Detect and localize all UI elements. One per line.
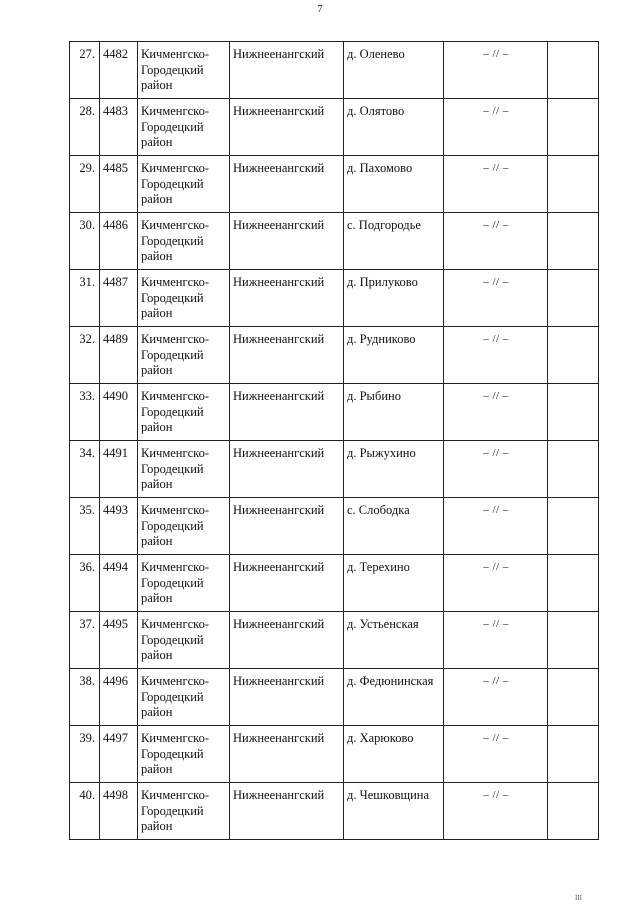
code-cell: 4489 (100, 327, 138, 384)
settlement-cell: Нижнеенангский (230, 726, 344, 783)
empty-cell (548, 42, 599, 99)
table-row (70, 156, 599, 213)
settlement-cell: Нижнеенангский (230, 783, 344, 840)
settlement-cell: Нижнеенангский (230, 270, 344, 327)
row-number-cell: 33. (70, 384, 100, 441)
code-cell: 4496 (100, 669, 138, 726)
code-cell: 4483 (100, 99, 138, 156)
locality-cell: д. Федюнинская (344, 669, 444, 726)
district-cell: Кичменгско-Городецкий район (138, 612, 230, 669)
row-number-cell: 38. (70, 669, 100, 726)
table-row (70, 612, 599, 669)
district-cell: Кичменгско-Городецкий район (138, 555, 230, 612)
settlement-cell: Нижнеенангский (230, 99, 344, 156)
table-row (70, 726, 599, 783)
settlement-cell: Нижнеенангский (230, 384, 344, 441)
ditto-mark-cell: – // – (444, 612, 548, 669)
ditto-mark-cell: – // – (444, 384, 548, 441)
district-cell: Кичменгско-Городецкий район (138, 384, 230, 441)
row-number-cell: 31. (70, 270, 100, 327)
district-cell: Кичменгско-Городецкий район (138, 42, 230, 99)
code-cell: 4491 (100, 441, 138, 498)
empty-cell (548, 669, 599, 726)
code-cell: 4482 (100, 42, 138, 99)
empty-cell (548, 441, 599, 498)
district-cell: Кичменгско-Городецкий район (138, 726, 230, 783)
code-cell: 4490 (100, 384, 138, 441)
ditto-mark-cell: – // – (444, 213, 548, 270)
locality-cell: д. Терехино (344, 555, 444, 612)
district-cell: Кичменгско-Городецкий район (138, 99, 230, 156)
ditto-mark-cell: – // – (444, 327, 548, 384)
row-number-cell: 35. (70, 498, 100, 555)
ditto-mark-cell: – // – (444, 441, 548, 498)
ditto-mark-cell: – // – (444, 555, 548, 612)
empty-cell (548, 156, 599, 213)
row-number-cell: 36. (70, 555, 100, 612)
locality-cell: д. Рыбино (344, 384, 444, 441)
settlement-cell: Нижнеенангский (230, 327, 344, 384)
locality-cell: д. Оленево (344, 42, 444, 99)
register-table (69, 41, 599, 840)
table-row (70, 99, 599, 156)
district-cell: Кичменгско-Городецкий район (138, 213, 230, 270)
settlement-cell: Нижнеенангский (230, 498, 344, 555)
empty-cell (548, 384, 599, 441)
district-cell: Кичменгско-Городецкий район (138, 441, 230, 498)
row-number-cell: 27. (70, 42, 100, 99)
table-row (70, 555, 599, 612)
ditto-mark-cell: – // – (444, 42, 548, 99)
table-row (70, 498, 599, 555)
district-cell: Кичменгско-Городецкий район (138, 156, 230, 213)
table-row (70, 441, 599, 498)
empty-cell (548, 498, 599, 555)
settlement-cell: Нижнеенангский (230, 555, 344, 612)
settlement-cell: Нижнеенангский (230, 441, 344, 498)
district-cell: Кичменгско-Городецкий район (138, 669, 230, 726)
row-number-cell: 40. (70, 783, 100, 840)
table-row (70, 669, 599, 726)
settlement-cell: Нижнеенангский (230, 42, 344, 99)
row-number-cell: 34. (70, 441, 100, 498)
corner-mark: III (575, 894, 582, 902)
empty-cell (548, 783, 599, 840)
row-number-cell: 37. (70, 612, 100, 669)
locality-cell: д. Устьенская (344, 612, 444, 669)
table-row (70, 270, 599, 327)
empty-cell (548, 555, 599, 612)
ditto-mark-cell: – // – (444, 99, 548, 156)
empty-cell (548, 213, 599, 270)
locality-cell: с. Слободка (344, 498, 444, 555)
ditto-mark-cell: – // – (444, 498, 548, 555)
empty-cell (548, 270, 599, 327)
row-number-cell: 29. (70, 156, 100, 213)
code-cell: 4485 (100, 156, 138, 213)
code-cell: 4486 (100, 213, 138, 270)
ditto-mark-cell: – // – (444, 726, 548, 783)
empty-cell (548, 99, 599, 156)
table-row (70, 213, 599, 270)
district-cell: Кичменгско-Городецкий район (138, 498, 230, 555)
ditto-mark-cell: – // – (444, 270, 548, 327)
code-cell: 4487 (100, 270, 138, 327)
district-cell: Кичменгско-Городецкий район (138, 270, 230, 327)
table-row (70, 783, 599, 840)
code-cell: 4493 (100, 498, 138, 555)
row-number-cell: 39. (70, 726, 100, 783)
empty-cell (548, 327, 599, 384)
ditto-mark-cell: – // – (444, 783, 548, 840)
empty-cell (548, 612, 599, 669)
row-number-cell: 32. (70, 327, 100, 384)
table-row (70, 327, 599, 384)
district-cell: Кичменгско-Городецкий район (138, 327, 230, 384)
settlement-cell: Нижнеенангский (230, 669, 344, 726)
code-cell: 4494 (100, 555, 138, 612)
settlement-cell: Нижнеенангский (230, 156, 344, 213)
locality-cell: д. Олятово (344, 99, 444, 156)
table-row (70, 42, 599, 99)
locality-cell: д. Рыжухино (344, 441, 444, 498)
ditto-mark-cell: – // – (444, 156, 548, 213)
code-cell: 4495 (100, 612, 138, 669)
locality-cell: д. Прилуково (344, 270, 444, 327)
ditto-mark-cell: – // – (444, 669, 548, 726)
locality-cell: д. Харюково (344, 726, 444, 783)
code-cell: 4498 (100, 783, 138, 840)
empty-cell (548, 726, 599, 783)
row-number-cell: 28. (70, 99, 100, 156)
locality-cell: д. Рудниково (344, 327, 444, 384)
table-row (70, 384, 599, 441)
district-cell: Кичменгско-Городецкий район (138, 783, 230, 840)
code-cell: 4497 (100, 726, 138, 783)
locality-cell: с. Подгородье (344, 213, 444, 270)
settlement-cell: Нижнеенангский (230, 612, 344, 669)
locality-cell: д. Пахомово (344, 156, 444, 213)
row-number-cell: 30. (70, 213, 100, 270)
locality-cell: д. Чешковщина (344, 783, 444, 840)
settlement-cell: Нижнеенангский (230, 213, 344, 270)
page-number: 7 (317, 3, 323, 15)
